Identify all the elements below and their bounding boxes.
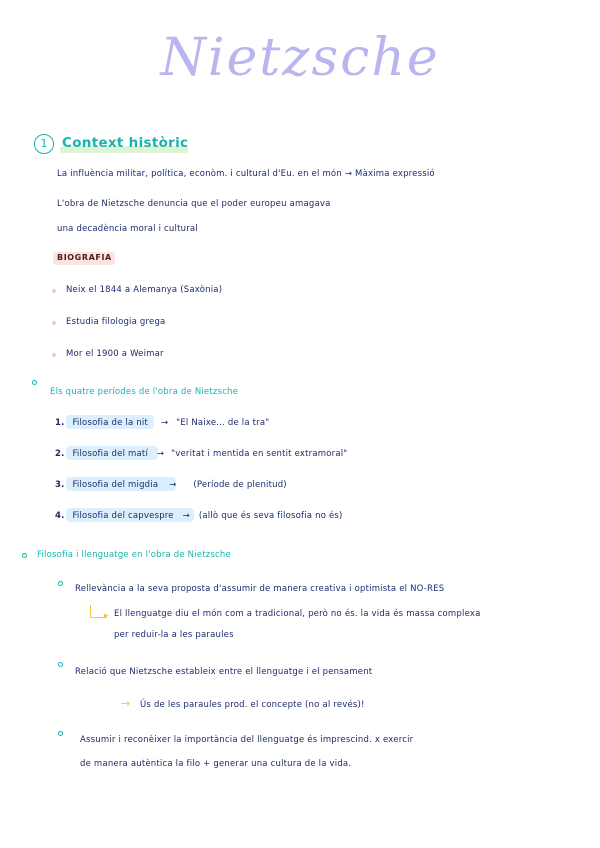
period-note: "veritat i mentida en sentit extramoral"	[171, 449, 348, 459]
bullet-text: Assumir i reconèixer la importància del llenguatge és imprescind. x exercir	[80, 735, 414, 745]
arrow-icon: →	[160, 418, 169, 428]
bullet-ring	[58, 581, 63, 586]
period-item	[55, 418, 269, 428]
bullet-dot	[52, 289, 56, 293]
period-item	[55, 449, 347, 459]
bullet-ring	[58, 731, 63, 736]
bullet-text: de manera autèntica la filo + generar una cultura de la vida.	[80, 759, 352, 769]
biography-label: BIOGRAFIA	[57, 253, 112, 262]
bullet-ring	[32, 380, 37, 385]
period-note: "El Naixe... de la tra"	[176, 418, 270, 428]
period-item	[55, 511, 343, 521]
paragraph-line: L'obra de Nietzsche denuncia que el poder europeu amagava	[57, 199, 331, 209]
period-label: Filosofia del capvespre	[72, 511, 174, 521]
bio-item: Neix el 1844 a Alemanya (Saxònia)	[66, 285, 223, 295]
arrow-icon: →	[182, 511, 190, 521]
arrow-icon: →	[121, 697, 131, 710]
period-label: Filosofia del matí	[72, 449, 149, 459]
sub-text: El llenguatge diu el món com a tradicional, però no és. la vida és massa complexa	[114, 609, 481, 619]
period-number: 4.	[55, 511, 65, 521]
period-label: Filosofia de la nit	[72, 418, 149, 428]
sub-text: per reduir-la a les paraules	[114, 630, 234, 640]
bullet-text: Relació que Nietzsche estableix entre el llenguatge i el pensament	[75, 667, 373, 677]
bio-item: Estudia filologia grega	[66, 317, 166, 327]
period-number: 3.	[55, 480, 65, 490]
bullet-text: Rellevància a la seva proposta d'assumir de manera creativa i optimista el NO-RES	[75, 584, 445, 594]
arrow-head-icon: ▸	[104, 611, 109, 621]
section-heading: Context històric	[62, 135, 189, 151]
period-note: (Període de plenitud)	[193, 480, 287, 490]
sub-text: Ús de les paraules prod. el concepte (no al revés)!	[140, 700, 365, 710]
language-heading: Filosofia i llenguatge en l'obra de Nietzsche	[37, 550, 231, 560]
arrow-icon: →	[156, 449, 165, 459]
periods-heading: Els quatre períodes de l'obra de Nietzsche	[50, 387, 239, 397]
period-number: 1.	[55, 418, 65, 428]
bullet-ring	[22, 553, 27, 558]
paragraph-line: una decadència moral i cultural	[57, 224, 198, 234]
page-title: Nietzsche	[160, 28, 440, 88]
paragraph-line: La influència militar, política, econòm. i cultural d'Eu. en el món → Màxima expressió	[57, 169, 435, 179]
section-number-badge: 1	[34, 134, 54, 154]
arrow-icon: →	[169, 480, 177, 490]
period-number: 2.	[55, 449, 65, 459]
bullet-dot	[52, 353, 56, 357]
bullet-ring	[58, 662, 63, 667]
period-label: Filosofia del migdia	[72, 480, 159, 490]
bullet-dot	[52, 321, 56, 325]
period-item	[55, 480, 287, 490]
bio-item: Mor el 1900 a Weimar	[66, 349, 164, 359]
period-note: (allò que és seva filosofia no és)	[198, 511, 343, 521]
